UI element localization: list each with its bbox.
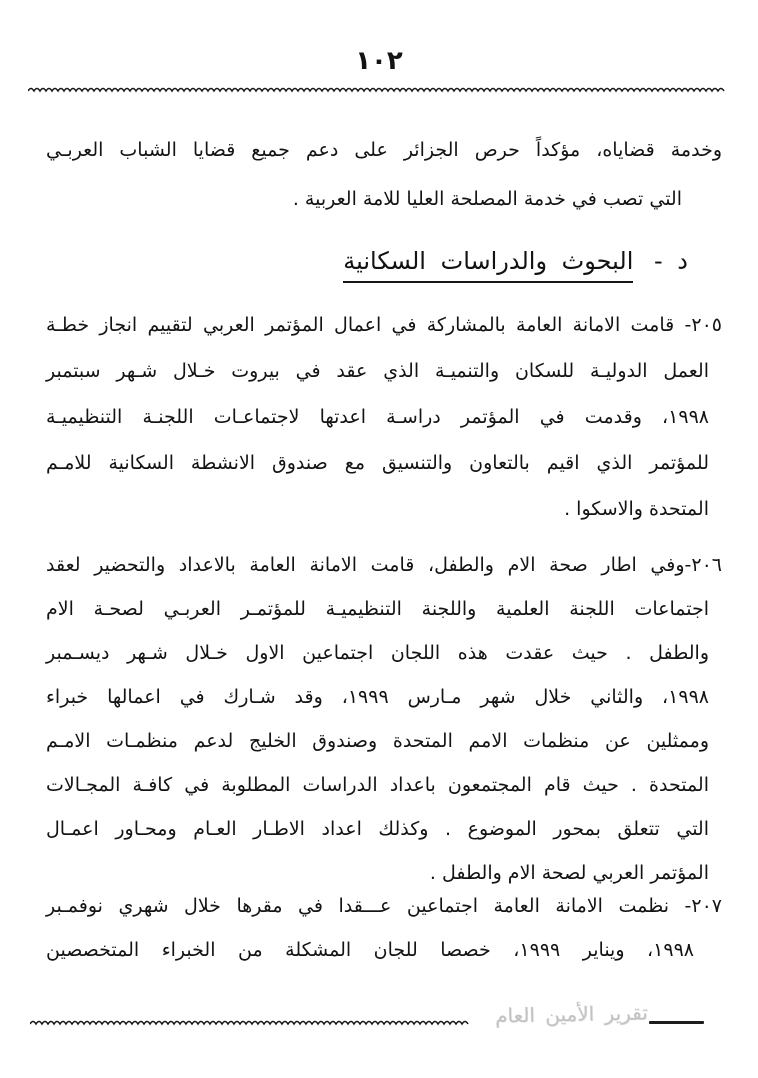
section-heading xyxy=(343,247,688,275)
intro-paragraph xyxy=(46,126,722,224)
text-line: التي تتعلق بمحور الموضوع . وكذلك اعداد الاطـار العـام ومحـاور اعمـال xyxy=(46,818,709,840)
footer-stamp: تقرير الأمين العام xyxy=(495,1000,649,1028)
text-line: ١٩٩٨، والثاني خلال شهر مـارس ١٩٩٩، وقد شـارك في اعمالها خبراء xyxy=(46,686,709,708)
text-line: التي تصب في خدمة المصلحة العليا للامة العربية . xyxy=(292,188,682,210)
text-line: ٢٠٥- قامت الامانة العامة بالمشاركة في اعمال المؤتمر العربي لتقييم انجاز خطـة xyxy=(46,314,722,336)
text-line: ١٩٩٨، وقدمت في المؤتمر دراسـة اعدتها لاجتماعـات اللجنـة التنظيميـة xyxy=(46,406,709,428)
text-line: ٢٠٧- نظمت الامانة العامة اجتماعين عـــقدا في مقرها خلال شهري نوفمـبر xyxy=(46,895,722,917)
text-line: العمل الدوليـة للسكان والتنميـة الذي عقد في بيروت خـلال شـهر سبتمبر xyxy=(46,360,709,382)
text-line: اجتماعات اللجنة العلمية واللجنة التنظيميـة للمؤتمـر العربـي لصحـة الام xyxy=(46,598,709,620)
paragraph-205 xyxy=(46,302,722,532)
top-rule xyxy=(28,86,729,94)
text-line: وخدمة قضاياه، مؤكداً حرص الجزائر على دعم جميع قضايا الشباب العربـي xyxy=(46,139,722,161)
section-title: البحوث والدراسات السكانية xyxy=(343,247,633,283)
paragraph-206 xyxy=(46,543,722,895)
page-number: ١٠٢ xyxy=(355,46,403,76)
text-line: المتحدة . حيث قام المجتمعون باعداد الدراسات المطلوبة في كافـة المجـالات xyxy=(46,774,709,796)
paragraph-207 xyxy=(46,884,722,972)
footer-rule xyxy=(30,1019,472,1027)
footer-dash-line xyxy=(649,1021,704,1024)
text-line: المؤتمر العربي لصحة الام والطفل . xyxy=(429,862,709,884)
text-line: والطفل . حيث عقدت هذه اللجان اجتماعين الاول خـلال شـهر ديسـمبر xyxy=(46,642,709,664)
text-line: ٢٠٦-وفي اطار صحة الام والطفل، قامت الامانة العامة بالاعداد والتحضير لعقد xyxy=(46,554,722,576)
text-line: المتحدة والاسكوا . xyxy=(564,498,709,520)
text-line: وممثلين عن منظمات الامم المتحدة وصندوق الخليج لدعم منظمـات الامـم xyxy=(46,730,709,752)
text-line: للمؤتمر الذي اقيم بالتعاون والتنسيق مع صندوق الانشطة السكانية للامـم xyxy=(46,452,709,474)
text-line: ١٩٩٨، ويناير ١٩٩٩، خصصا للجان المشكلة من الخبراء المتخصصين xyxy=(46,939,694,961)
section-letter: د - xyxy=(654,247,688,275)
